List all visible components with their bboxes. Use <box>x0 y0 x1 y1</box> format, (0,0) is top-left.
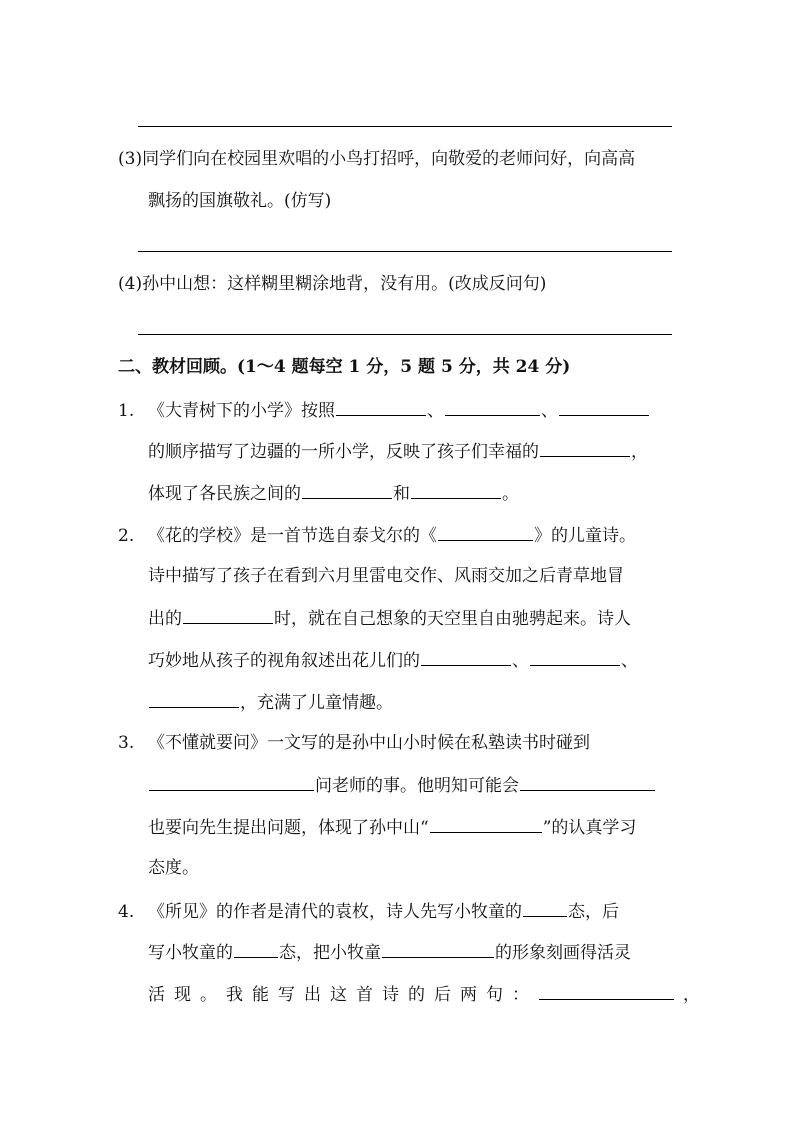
item1-text: 《大青树下的小学》按照 <box>148 401 335 421</box>
item2-line5 <box>148 689 393 715</box>
item3-blank-2[interactable] <box>520 772 655 791</box>
item4-blank-2[interactable] <box>234 939 278 958</box>
item1-blank-3[interactable] <box>559 397 649 416</box>
item2-number: 2. <box>118 526 135 546</box>
item3-blank-1[interactable] <box>149 772 314 791</box>
item4-line2 <box>148 939 631 965</box>
item3-text: 《不懂就要问》一文写的是孙中山小时候在私塾读书时碰到 <box>148 733 590 753</box>
item2-text: 诗中描写了孩子在看到六月里雷电交作、风雨交加之后青草地冒 <box>148 566 624 586</box>
section2-heading <box>118 355 570 379</box>
item4-text: 态，把小牧童 <box>279 943 381 963</box>
item2-blank-4[interactable] <box>530 647 620 666</box>
item4-line3 <box>148 981 700 1007</box>
item2-text: 时，就在自己想象的天空里自由驰骋起来。诗人 <box>274 609 631 629</box>
answer-line-q4[interactable] <box>138 334 672 335</box>
item1-blank-5[interactable] <box>302 480 392 499</box>
exercise-q3-text: (3)同学们向在校园里欢唱的小鸟打招呼，向敬爱的老师问好，向高高 <box>118 149 636 169</box>
item2-text: 、 <box>512 651 529 671</box>
item1-text: ， <box>631 442 648 462</box>
item2-blank-1[interactable] <box>438 522 533 541</box>
item2-line2 <box>148 564 624 588</box>
item1-blank-6[interactable] <box>411 480 501 499</box>
item1-text: 的顺序描写了边疆的一所小学，反映了孩子们幸福的 <box>148 442 539 462</box>
item3-text: 也要向先生提出问题，体现了孙中山“ <box>148 818 429 838</box>
answer-line-q2[interactable] <box>138 126 672 127</box>
item1-sep: 、 <box>541 401 558 421</box>
exercise-q3-text-cont: 飘扬的国旗敬礼。(仿写) <box>148 191 332 211</box>
item2-line3 <box>148 605 631 631</box>
answer-line-q3[interactable] <box>138 251 672 252</box>
item2-text: ，充满了儿童情趣。 <box>240 693 393 713</box>
item3-line1 <box>118 731 590 755</box>
item1-blank-2[interactable] <box>445 397 540 416</box>
item2-text: 》的儿童诗。 <box>534 526 636 546</box>
item4-text: 《所见》的作者是清代的袁枚，诗人先写小牧童的 <box>148 902 522 922</box>
item1-blank-4[interactable] <box>540 438 630 457</box>
item3-line3 <box>148 814 636 840</box>
item1-text: 和 <box>393 484 410 504</box>
item4-number: 4. <box>118 902 135 922</box>
item3-line4 <box>148 856 199 880</box>
item4-text: 态，后 <box>568 902 619 922</box>
item1-sep: 、 <box>427 401 444 421</box>
item1-blank-1[interactable] <box>336 397 426 416</box>
item3-number: 3. <box>118 733 135 753</box>
item2-text: 《花的学校》是一首节选自泰戈尔的《 <box>148 526 437 546</box>
item4-line1 <box>118 898 619 924</box>
item3-text: ”的认真学习 <box>542 818 637 838</box>
item1-number: 1. <box>118 401 135 421</box>
item4-text: ， <box>683 985 700 1005</box>
item1-line2 <box>148 438 648 464</box>
exercise-q3-line1 <box>118 147 635 171</box>
exercise-q4-line1 <box>118 272 546 296</box>
item4-blank-3[interactable] <box>382 939 494 958</box>
item2-text: 、 <box>621 651 638 671</box>
item2-blank-3[interactable] <box>421 647 511 666</box>
item4-text: 活现。我能写出这首诗的后两句： <box>148 985 538 1005</box>
item1-text: 。 <box>502 484 519 504</box>
section2-heading-text: 二、教材回顾。(1～4 题每空 1 分，5 题 5 分，共 24 分) <box>118 357 571 377</box>
item2-text: 巧妙地从孩子的视角叙述出花儿们的 <box>148 651 420 671</box>
item4-blank-4[interactable] <box>539 981 674 1000</box>
item2-line1 <box>118 522 636 548</box>
item4-blank-1[interactable] <box>523 898 567 917</box>
item2-text: 出的 <box>148 609 182 629</box>
item1-line3 <box>148 480 519 506</box>
item4-text: 的形象刻画得活灵 <box>495 943 631 963</box>
item3-text: 态度。 <box>148 858 199 878</box>
item1-line1 <box>118 397 650 423</box>
item2-blank-2[interactable] <box>183 605 273 624</box>
exercise-q3-line2 <box>148 189 331 213</box>
item3-blank-3[interactable] <box>430 814 542 833</box>
item2-line4 <box>148 647 638 673</box>
item4-text: 写小牧童的 <box>148 943 233 963</box>
item3-text: 问老师的事。他明知可能会 <box>315 776 519 796</box>
item2-blank-5[interactable] <box>149 689 239 708</box>
exercise-q4-text: (4)孙中山想：这样糊里糊涂地背，没有用。(改成反问句) <box>118 274 547 294</box>
item3-line2 <box>148 772 656 798</box>
item1-text: 体现了各民族之间的 <box>148 484 301 504</box>
